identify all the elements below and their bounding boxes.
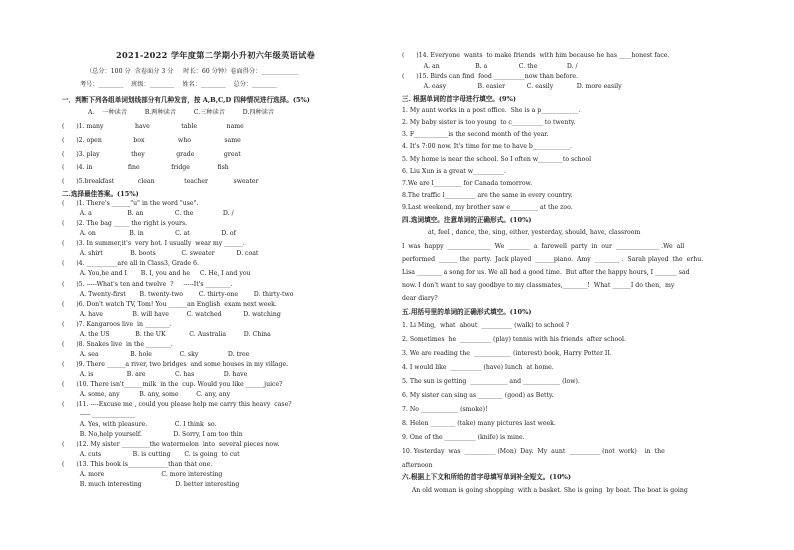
- list-item: ( )4. in fine fridge fish: [62, 164, 229, 171]
- list-item: 3. F___________is the second month of the year.: [402, 131, 549, 138]
- student-info: 考号：________ 班级：________ 姓名：________ 总分：________: [80, 81, 277, 88]
- list-item: A. a B. an C. the D. /: [62, 210, 234, 217]
- section-2-heading: 二.选择最佳答案。(15%): [62, 190, 139, 198]
- list-item: ( )12. My sister _________the watermelon into several pieces now.: [62, 441, 280, 448]
- list-item: 2. Sometimes he __________ (play) tennis with his friends after school.: [402, 336, 626, 343]
- list-item: ( )8. Snakes live in the ________.: [62, 341, 173, 348]
- exam-title: 2021-2022 学年度第二学期小升初六年级英语试卷: [116, 50, 316, 60]
- list-item: A. cuts B. is cutting C. is going to cut: [62, 451, 240, 458]
- list-item: ( )6. Don't watch TV, Tom! You ______an English exam next week.: [62, 301, 277, 308]
- list-item: A. shirt B. boots C. sweater D. coat: [62, 250, 259, 257]
- list-item: ( )14. Everyone wants to make friends with him because he has ____honest face.: [402, 52, 670, 59]
- list-item: dear diary?: [402, 295, 438, 302]
- list-item: 6. My sister can sing as ________ (good) as Betty.: [402, 392, 554, 399]
- passage-text: An old woman is going shopping with a basket. She is going by boat. The boat is going: [402, 487, 688, 494]
- right-column: [402, 0, 732, 550]
- list-item: A. have B. will have C. watched D. watching: [62, 311, 281, 318]
- section-6-heading: 六.根据上下文和所给的首字母填写单词补全短文。(10%): [402, 473, 572, 481]
- list-item: ( )3. play they grade great: [62, 151, 241, 158]
- section-5-heading: 五.用括号里的单词的正确形式填空。(10%): [402, 308, 532, 316]
- list-item: 3. We are reading the ____________ (interest) book, Harry Potter II.: [402, 350, 612, 357]
- list-item: A. an B. a C. the D. /: [402, 63, 578, 70]
- list-item: 6. Liu Xun is a great w__________.: [402, 168, 506, 175]
- list-item: ( )13. This book is_____________than that one.: [62, 461, 213, 468]
- list-item: Lisa ________ a song for us. We all had a good time. But after the happy hours, I _______ sad: [402, 269, 690, 276]
- list-item: 5. The sun is getting ____________ and ____________ (low).: [402, 378, 580, 385]
- list-item: 5. My home is near the school. So I often w________to school: [402, 156, 592, 163]
- left-column: [62, 0, 382, 550]
- list-item: ( )11. ----Excuse me , could you please help me carry this heavy case?: [62, 401, 292, 408]
- list-item: ( )15. Birds can find food __________now than before.: [402, 73, 579, 80]
- list-item: 9.Last weekend, my brother saw e_________ at the zoo.: [402, 204, 573, 211]
- exam-meta: （总分：100 分 含卷面分 3 分 时长：60 分钟）卷面得分：____________: [86, 68, 299, 75]
- list-item: A. more C. more interesting: [62, 471, 223, 478]
- list-item: 2. My baby sister is too young to c__________ to twenty.: [402, 119, 576, 126]
- list-item: A. the US B. the UK C. Australia D. China: [62, 331, 271, 338]
- list-item: I was happy ______________ We _______ a farewell party in our ______________ .We all: [402, 243, 685, 250]
- list-item: 8. Helen ________ (take) many pictures last week.: [402, 420, 556, 427]
- list-item: ( )5.breakfast clean teacher sweater: [62, 178, 259, 185]
- list-item: A. Twenty-first B. twenty-two C. thirty-one D. thirty-two: [62, 291, 294, 298]
- list-item: 4. It's 7:00 now. It's time for me to have b____________.: [402, 143, 572, 150]
- list-item: ( )1. many have table name: [62, 123, 244, 130]
- section-1-options: A. 一种读音 B.两种读音 C.三种读音 D.四种读音: [88, 109, 275, 116]
- list-item: B. much interesting D. better interesting: [62, 481, 240, 488]
- list-item: 1. My aunt works in a post office. She is a p____________.: [402, 107, 581, 114]
- section-4-heading: 四.选词填空。注意单词的正确形式。(10%): [402, 216, 532, 224]
- list-item: performed ______ the party. Jack played ______piano. Amy ________ . Sarah played the erhu.: [402, 256, 704, 263]
- list-item: 9. One of the __________ (knife) is mine.: [402, 434, 525, 441]
- list-item: A. on B. in C. at D. of: [62, 230, 236, 237]
- list-item: A. You,he and I B. I, you and he C. He, I and you: [62, 270, 251, 277]
- list-item: ( )7. Kangaroos live in ________.: [62, 321, 172, 328]
- list-item: B. No,help yourself. D. Sorry, I am too thin: [62, 431, 243, 438]
- section-3-heading: 三. 根据单词的首字母进行填空。(9%): [402, 95, 516, 103]
- list-item: ( )9. There ______a river, two bridges and some houses in my village.: [62, 361, 289, 368]
- list-item: ( )4. __________are all in Class3, Grade 6.: [62, 260, 199, 267]
- list-item: A. sea B. hole C. sky D. tree: [62, 351, 250, 358]
- list-item: ( )5. -----What's ten and twelve ? -----It's ________.: [62, 281, 233, 288]
- list-item: ( )1. There's ______"u" in the word "use".: [62, 200, 199, 207]
- list-item: 1. Li Ming, what about __________ (walk) to school ?: [402, 322, 570, 329]
- list-item: A. Yes, with pleasure. C. I think so.: [62, 421, 217, 428]
- list-item: ( )10. There isn't______milk in the cup. Would you like ______juice?: [62, 381, 283, 388]
- list-item: 7. No ____________ (smoke)!: [402, 406, 488, 413]
- list-item: 7.We are l_________ for Canada tomorrow.: [402, 180, 533, 187]
- list-item: 4. I would like __________ (have) lunch at home.: [402, 364, 554, 371]
- list-item: ( )3. In summer,it's very hot. I usually wear my ______.: [62, 240, 245, 247]
- list-item: A. easy B. easier C. easily D. more easily: [402, 83, 622, 90]
- list-item: ( )2. open box who same: [62, 137, 241, 144]
- word-bank: at, feel , dance, the, sing, either, yesterday, should, have, classroom: [428, 229, 641, 236]
- list-item: ( )2. The bag _____ the right is yours.: [62, 220, 188, 227]
- list-item: afternoon: [402, 462, 433, 469]
- list-item: A. is B. are C. has D. have: [62, 371, 248, 378]
- list-item: 8.The traffic l__________ are the same in every country.: [402, 192, 573, 199]
- section-1-heading: 一．判断下列各组单词划线部分有几种发音，按 A,B,C,D 四种情况进行选择。(5%): [62, 96, 310, 104]
- list-item: now. I don't want to say goodbye to my classmates,________! What ______I do then, my: [402, 282, 675, 289]
- list-item: A. some, any B. any, some C. any, any: [62, 391, 231, 398]
- list-item: ----- ______________: [62, 411, 136, 418]
- list-item: 10. Yesterday was __________ (Mon) Day. My aunt __________ (not work) in the: [402, 448, 665, 455]
